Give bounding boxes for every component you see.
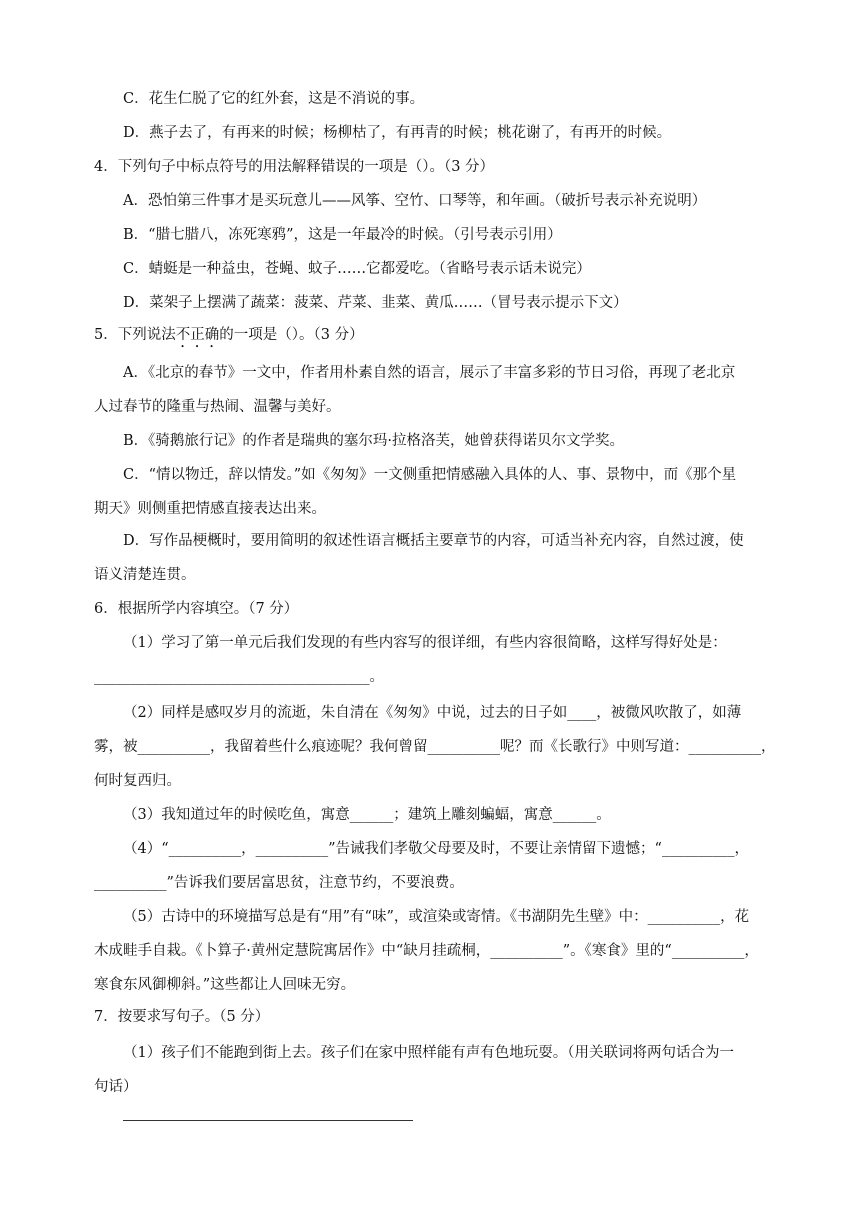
q4-option-d: D．菜架子上摆满了蔬菜：菠菜、芹菜、韭菜、黄瓜……（冒号表示提示下文）: [123, 295, 628, 311]
q5-stem-prefix: 5．下列说法: [94, 327, 176, 343]
q5-option-a-line2: 人过春节的隆重与热闹、温馨与美好。: [94, 399, 341, 415]
q3-option-d: D．燕子去了，有再来的时候；杨柳枯了，有再青的时候；桃花谢了，有再开的时候。: [123, 125, 672, 141]
q5-stem-suffix: 的一项是（）。（3 分）: [219, 327, 364, 343]
q5-option-a-line1: A．《北京的春节》一文中，作者用朴素自然的语言，展示了丰富多彩的节日习俗，再现了老北京: [123, 365, 736, 381]
q5-option-d-line1: D．写作品梗概时，要用简明的叙述性语言概括主要章节的内容，可适当补充内容，自然过渡，使: [123, 533, 744, 549]
q6-part4-line2: __________”告诉我们要居富思贫，注意节约，不要浪费。: [94, 875, 464, 891]
q6-part4-line1: （4）“__________，__________”告诫我们孝敬父母要及时，不要让亲情留下遗憾；“__________，: [123, 841, 749, 857]
q6-part1-line1: （1）学习了第一单元后我们发现的有些内容写的很详细，有些内容很简略，这样写得好处是：: [123, 635, 727, 651]
q5-stem-emphasis: 不正确: [175, 327, 220, 343]
q7-part1-line2: 句话）: [94, 1079, 138, 1095]
q5-option-c-line1: C．“情以物迁，辞以情发。”如《匆匆》一文侧重把情感融入具体的人、事、景物中，而《那个星: [123, 467, 737, 483]
q5-stem: [94, 326, 364, 351]
q7-stem: 7．按要求写句子。（5 分）: [94, 1009, 270, 1025]
q6-part5-line1: （5）古诗中的环境描写总是有“用”有“味”，或渲染或寄情。《书湖阴先生壁》中：__________，花: [123, 909, 750, 925]
q6-part3: （3）我知道过年的时候吃鱼，寓意______；建筑上雕刻蝙蝠，寓意______。: [123, 807, 611, 823]
q4-stem: 4．下列句子中标点符号的用法解释错误的一项是（）。（3 分）: [94, 159, 495, 175]
q6-part5-line2: 木成畦手自栽。《卜算子·黄州定慧院寓居作》中“缺月挂疏桐，__________”。《寒食》里的“__________，: [94, 943, 759, 959]
q5-option-b: B．《骑鹅旅行记》的作者是瑞典的塞尔玛·拉格洛芙，她曾获得诺贝尔文学奖。: [123, 433, 625, 449]
q5-option-c-line2: 期天》则侧重把情感直接表达出来。: [94, 501, 326, 517]
q7-answer-line[interactable]: [123, 1120, 413, 1121]
q4-option-b: B．“腊七腊八，冻死寒鸦”，这是一年最冷的时候。（引号表示引用）: [123, 227, 562, 243]
q6-part5-line3: 寒食东风御柳斜。”这些都让人回味无穷。: [94, 977, 356, 993]
q6-part2-line3: 何时复西归。: [94, 773, 181, 789]
q5-option-d-line2: 语义清楚连贯。: [94, 567, 196, 583]
q4-option-c: C．蜻蜓是一种益虫，苍蝇、蚊子……它都爱吃。（省略号表示话未说完）: [123, 261, 591, 277]
q4-option-a: A．恐怕第三件事才是买玩意儿——风筝、空竹、口琴等，和年画。（破折号表示补充说明）: [123, 193, 707, 209]
q3-option-c: C．花生仁脱了它的红外套，这是不消说的事。: [123, 91, 425, 107]
q7-part1-line1: （1）孩子们不能跑到街上去。孩子们在家中照样能有声有色地玩耍。（用关联词将两句话合为一: [123, 1045, 734, 1061]
q6-part2-line2: 雾，被__________，我留着些什么痕迹呢？我何曾留__________呢？而《长歌行》中则写道：__________，: [94, 739, 776, 755]
q6-part1-line2: ______________________________________。: [94, 669, 384, 685]
q6-stem: 6．根据所学内容填空。（7 分）: [94, 601, 299, 617]
q6-part2-line1: （2）同样是感叹岁月的流逝，朱自清在《匆匆》中说，过去的日子如____，被微风吹散了，如薄: [123, 705, 742, 721]
